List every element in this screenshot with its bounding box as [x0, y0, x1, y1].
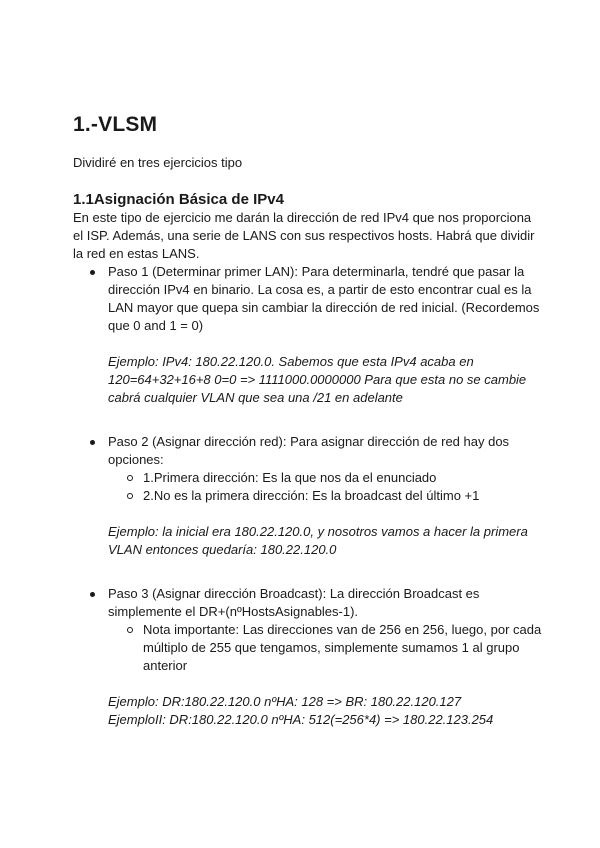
- bullet-icon: [90, 592, 95, 597]
- step-text: Paso 2 (Asignar dirección red): Para asignar dirección de red hay dos opciones:: [108, 434, 510, 467]
- bullet-icon: [90, 270, 95, 275]
- substep-text: 2.No es la primera dirección: Es la broadcast del último +1: [143, 488, 480, 503]
- steps-list: [73, 263, 543, 407]
- intro-text: Dividiré en tres ejercicios tipo: [73, 155, 243, 170]
- hollow-bullet-icon: [127, 493, 133, 499]
- step-example-line: EjemploII: DR:180.22.120.0 nºHA: 512(=256*4) => 180.22.123.254: [108, 712, 494, 727]
- step-example: Ejemplo: IPv4: 180.22.120.0. Sabemos que esta IPv4 acaba en 120=64+32+16+8 0=0 => 1111000.0000000 Para que esta no se cambie cabrá cualquier VLAN que sea una /21 en adelante: [108, 354, 527, 405]
- substep-item: [108, 487, 543, 505]
- steps-list-3: [73, 585, 543, 729]
- substep-item: [108, 621, 543, 675]
- step-example-line: Ejemplo: DR:180.22.120.0 nºHA: 128 => BR: 180.22.120.127: [108, 694, 462, 709]
- hollow-bullet-icon: [127, 475, 133, 481]
- section-paragraph: En este tipo de ejercicio me darán la dirección de red IPv4 que nos proporciona el ISP. Además, una serie de LANS con sus respectivos hosts. Habrá que dividir la red en estas LANS.: [73, 210, 535, 261]
- hollow-bullet-icon: [127, 627, 133, 633]
- steps-list-2: [73, 433, 554, 559]
- substep-text: Nota importante: Las direcciones van de 256 en 256, luego, por cada múltiplo de 255 que tengamos, simplemente sumamos 1 al grupo anterior: [143, 622, 542, 673]
- step-text: Paso 3 (Asignar dirección Broadcast): La dirección Broadcast es simplemente el DR+(nºHostsAsignables-1).: [108, 586, 480, 619]
- section-title: 1.1Asignación Básica de IPv4: [73, 191, 284, 208]
- step-item-2: [73, 433, 554, 559]
- section-body: [73, 209, 554, 729]
- step-text: Paso 1 (Determinar primer LAN): Para determinarla, tendré que pasar la dirección IPv4 en binario. La cosa es, a partir de esto encontrar cual es la LAN mayor que quepa sin cambiar la dirección de red inicial. (Recordemos que 0 and 1 = 0): [108, 264, 540, 333]
- step-item-1: [73, 263, 543, 407]
- bullet-icon: [90, 440, 95, 445]
- substeps-list: [108, 621, 543, 675]
- step-example: Ejemplo: la inicial era 180.22.120.0, y nosotros vamos a hacer la primera VLAN entonces quedaría: 180.22.120.0: [108, 524, 554, 557]
- substeps-list: [108, 469, 543, 505]
- step-item-3: [73, 585, 543, 729]
- page-title: 1.-VLSM: [73, 113, 158, 136]
- substep-item: [108, 469, 543, 487]
- substep-text: 1.Primera dirección: Es la que nos da el enunciado: [143, 470, 437, 485]
